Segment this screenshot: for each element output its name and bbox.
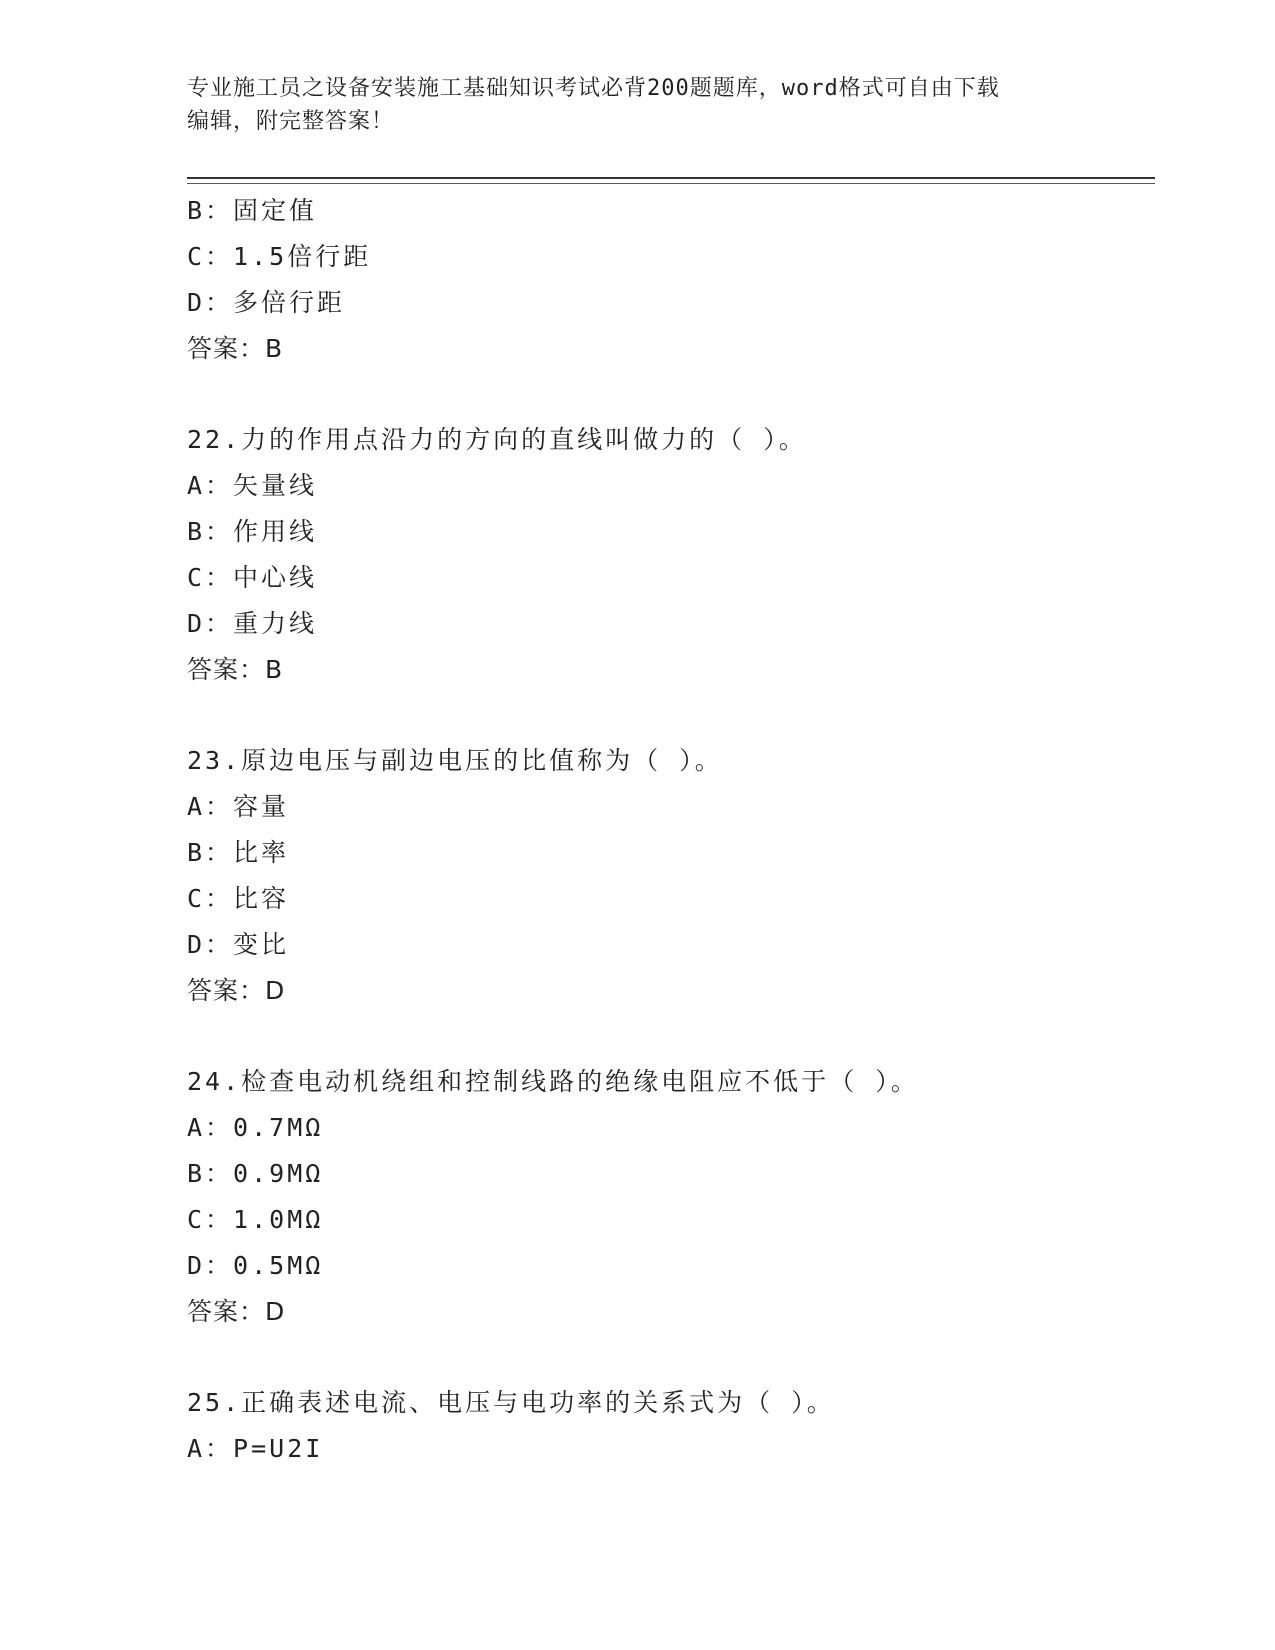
question-stem: 22.力的作用点沿力的方向的直线叫做力的（ ）。 xyxy=(187,425,807,454)
option-b: B：固定值 xyxy=(187,196,318,225)
spacer xyxy=(187,693,1155,738)
option-d: D：0.5MΩ xyxy=(187,1251,324,1280)
option-c: C：中心线 xyxy=(187,563,318,592)
option-d: D：变比 xyxy=(187,930,290,959)
option-d: D：多倍行距 xyxy=(187,288,346,317)
question-block-23 xyxy=(187,738,1155,1014)
header-line-1: 专业施工员之设备安装施工基础知识考试必背200题题库，word格式可自由下载 xyxy=(187,76,1000,101)
answer-line: 答案：B xyxy=(187,334,284,363)
question-stem: 25.正确表述电流、电压与电功率的关系式为（ ）。 xyxy=(187,1388,835,1417)
option-c: C：比容 xyxy=(187,884,290,913)
document-header xyxy=(187,72,1087,138)
question-list xyxy=(187,188,1155,1472)
answer-line: 答案：B xyxy=(187,655,284,684)
answer-line: 答案：D xyxy=(187,1297,286,1326)
question-block-21 xyxy=(187,188,1155,372)
spacer xyxy=(187,1014,1155,1059)
option-b: B：作用线 xyxy=(187,517,318,546)
question-block-22 xyxy=(187,417,1155,693)
header-line-2: 编辑，附完整答案！ xyxy=(187,109,395,134)
option-c: C：1.0MΩ xyxy=(187,1205,324,1234)
header-divider-thick xyxy=(187,177,1155,179)
option-b: B：比率 xyxy=(187,838,290,867)
answer-line: 答案：D xyxy=(187,976,286,1005)
option-a: A：矢量线 xyxy=(187,471,318,500)
spacer xyxy=(187,1335,1155,1380)
spacer xyxy=(187,372,1155,417)
header-divider-thin xyxy=(187,183,1155,184)
option-d: D：重力线 xyxy=(187,609,318,638)
option-b: B：0.9MΩ xyxy=(187,1159,324,1188)
option-a: A：容量 xyxy=(187,792,290,821)
option-a: A：P=U2I xyxy=(187,1434,324,1463)
question-stem: 23.原边电压与副边电压的比值称为（ ）。 xyxy=(187,746,723,775)
question-block-25 xyxy=(187,1380,1155,1472)
option-c: C：1.5倍行距 xyxy=(187,242,372,271)
option-a: A：0.7MΩ xyxy=(187,1113,324,1142)
question-block-24 xyxy=(187,1059,1155,1335)
question-stem: 24.检查电动机绕组和控制线路的绝缘电阻应不低于（ ）。 xyxy=(187,1067,919,1096)
